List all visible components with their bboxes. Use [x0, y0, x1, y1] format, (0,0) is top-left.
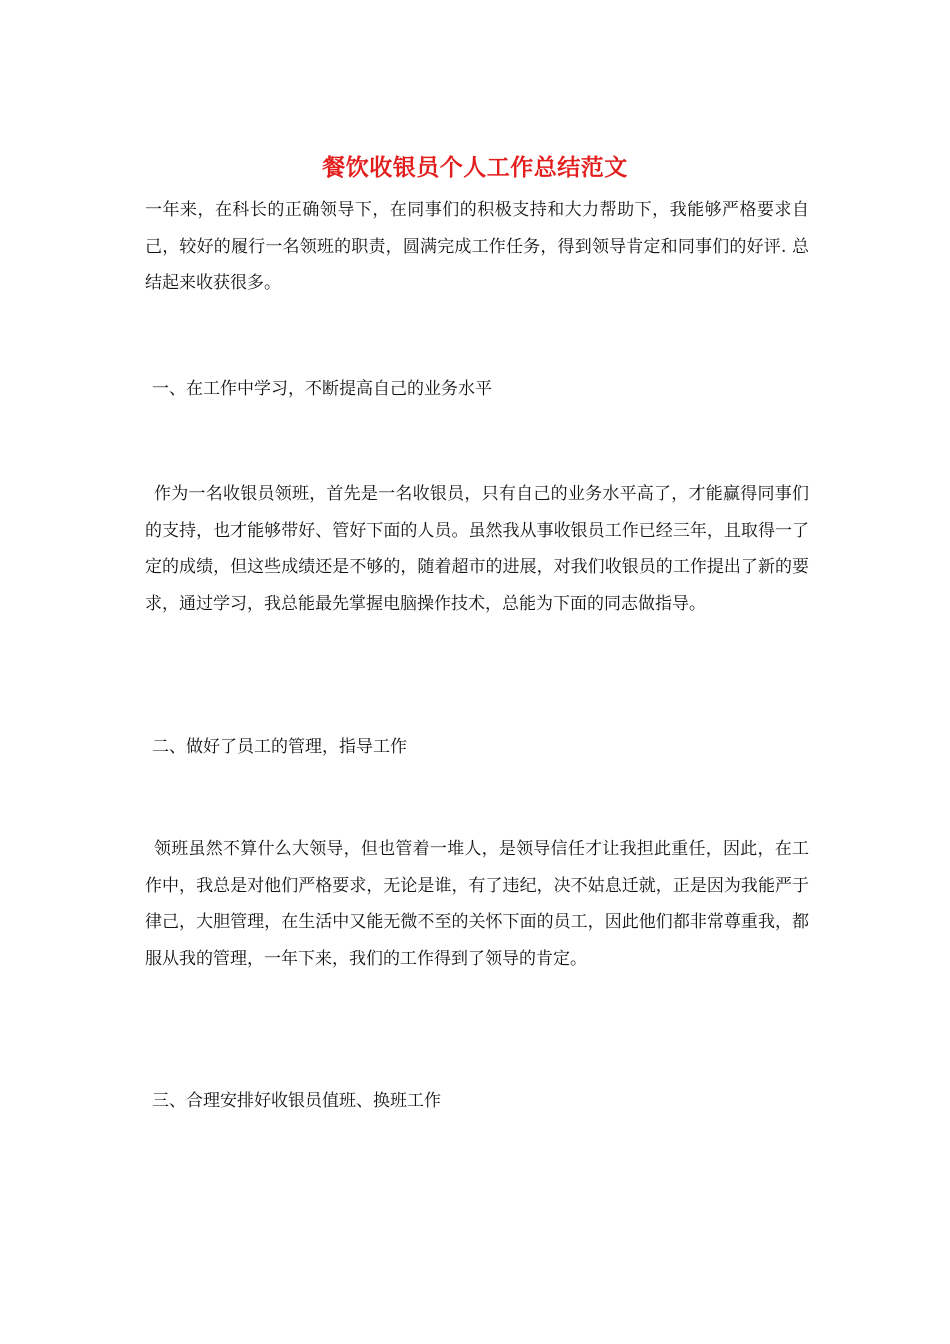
section-1-body: 作为一名收银员领班，首先是一名收银员，只有自己的业务水平高了，才能赢得同事们的支持，也才能够带好、管好下面的人员。虽然我从事收银员工作已经三年，且取得一了定的成绩，但这些成绩还是不够的，随着超市的进展，对我们收银员的工作提出了新的要求，通过学习，我总能最先掌握电脑操作技术，总能为下面的同志做指导。 [145, 484, 809, 614]
section-2-body: 领班虽然不算什么大领导，但也管着一堆人，是领导信任才让我担此重任，因此，在工作中，我总是对他们严格要求，无论是谁，有了违纪，决不姑息迁就，正是因为我能严于律己，大胆管理，在生活中又能无微不至的关怀下面的员工，因此他们都非常尊重我，都服从我的管理，一年下来，我们的工作得到了领导的肯定。 [145, 839, 809, 969]
section-1-heading: 一、在工作中学习，不断提高自己的业务水平 [152, 379, 492, 399]
section-3-heading: 三、合理安排好收银员值班、换班工作 [152, 1091, 441, 1111]
intro-paragraph: 一年来，在科长的正确领导下，在同事们的积极支持和大力帮助下，我能够严格要求自己，较好的履行一名领班的职责，圆满完成工作任务，得到领导肯定和同事们的好评. 总结起来收获很多。 [145, 200, 809, 293]
document-title: 餐饮收银员个人工作总结范文 [322, 154, 628, 181]
section-2-heading: 二、做好了员工的管理，指导工作 [152, 737, 407, 757]
